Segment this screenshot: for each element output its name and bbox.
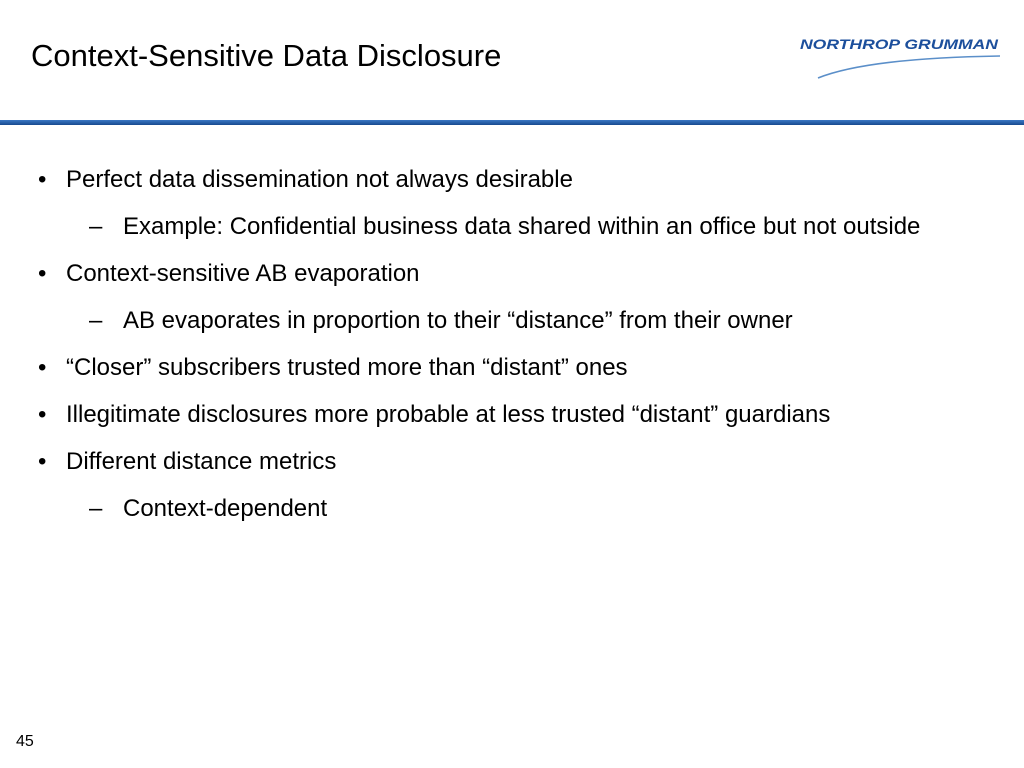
bullet-item xyxy=(0,398,1024,432)
logo-wordmark: NORTHROP GRUMMAN xyxy=(800,36,1000,52)
northrop-grumman-logo xyxy=(798,36,1002,80)
sub-bullet-item xyxy=(0,492,1024,526)
bullet-item xyxy=(0,163,1024,197)
bullet-text: Different distance metrics xyxy=(66,448,337,475)
dash-marker: – xyxy=(89,307,103,334)
dash-marker: – xyxy=(89,495,103,522)
title-divider xyxy=(0,112,1024,117)
bullet-list xyxy=(0,163,1024,526)
bullet-item xyxy=(0,445,1024,479)
dash-marker: – xyxy=(89,213,103,240)
sub-bullet-text: AB evaporates in proportion to their “distance” from their owner xyxy=(123,307,793,334)
bullet-marker: • xyxy=(38,260,47,287)
bullet-text: Perfect data dissemination not always desirable xyxy=(66,166,573,193)
bullet-marker: • xyxy=(38,448,47,475)
slide-title: Context-Sensitive Data Disclosure xyxy=(31,38,502,73)
logo-swoosh xyxy=(818,56,1000,78)
logo-graphic xyxy=(798,36,1002,80)
sub-bullet-item xyxy=(0,304,1024,338)
sub-bullet-text: Example: Confidential business data shared within an office but not outside xyxy=(123,213,921,240)
divider-line xyxy=(0,120,1024,125)
bullet-item xyxy=(0,351,1024,385)
bullet-marker: • xyxy=(38,166,47,193)
slide-number: 45 xyxy=(16,733,34,750)
bullet-item xyxy=(0,257,1024,291)
bullet-text: Illegitimate disclosures more probable at less trusted “distant” guardians xyxy=(66,401,831,428)
sub-bullet-text: Context-dependent xyxy=(123,495,328,522)
sub-bullet-item xyxy=(0,210,1024,244)
bullet-marker: • xyxy=(38,354,47,381)
bullet-text: “Closer” subscribers trusted more than “distant” ones xyxy=(66,354,628,381)
bullet-marker: • xyxy=(38,401,47,428)
bullet-text: Context-sensitive AB evaporation xyxy=(66,260,420,287)
